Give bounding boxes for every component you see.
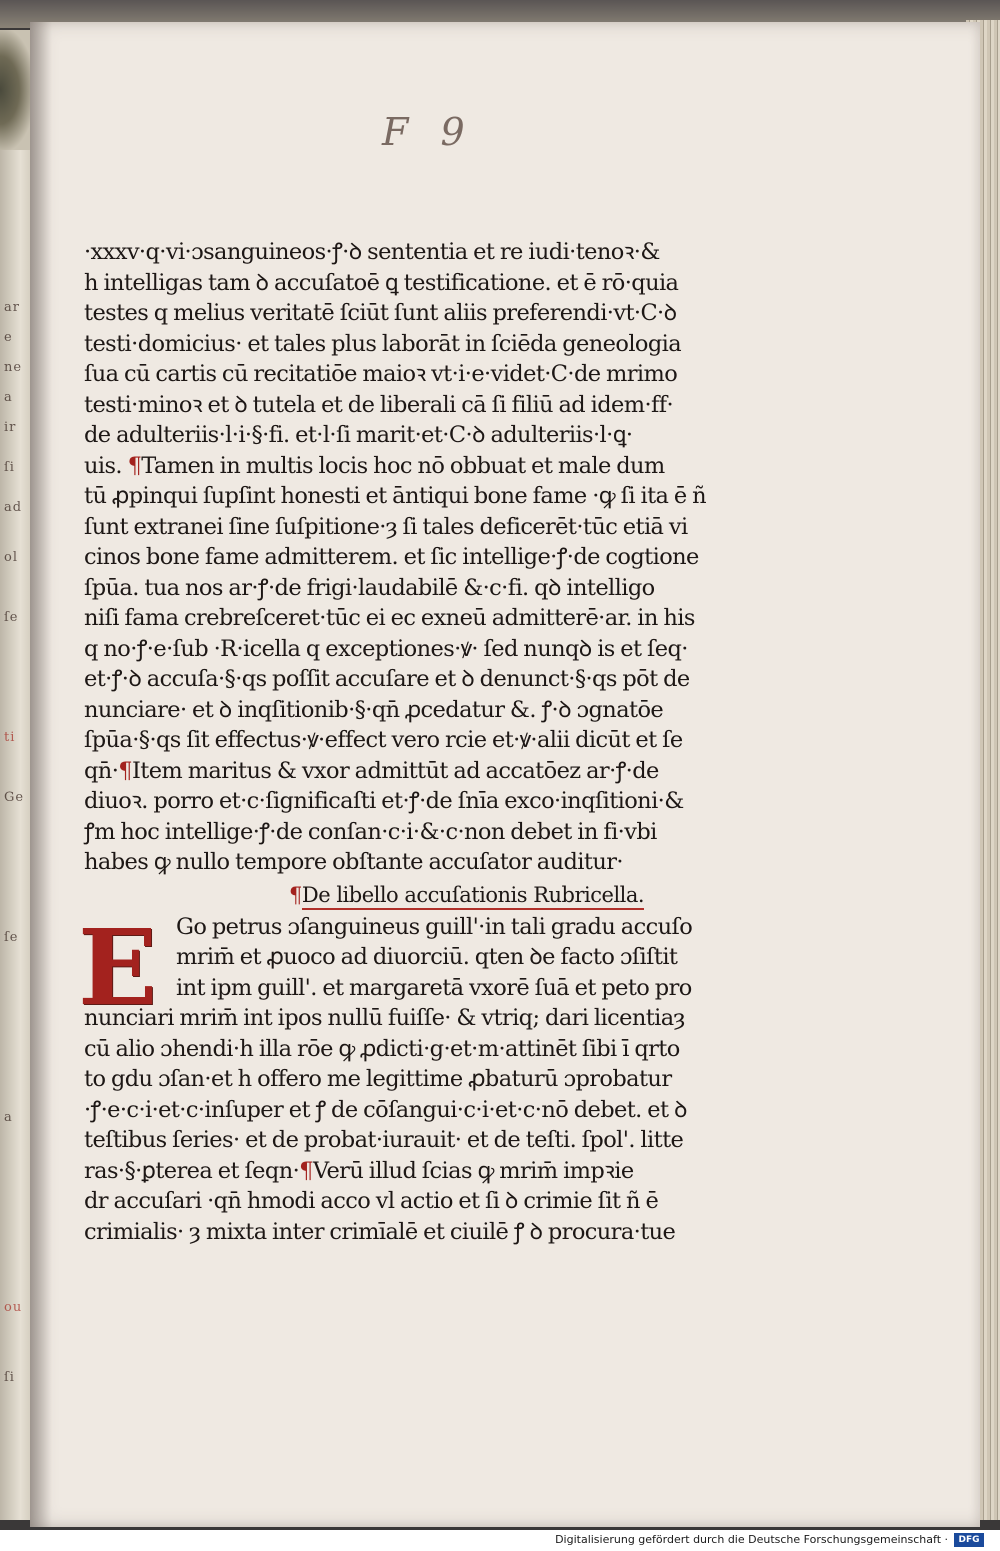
text-line: ꝭm hoc intellige·ꝭ·de conſan·c·i·&·c·non debet in fi·vbi xyxy=(84,818,657,845)
text-line xyxy=(84,451,734,482)
pilcrow-mark: ¶ xyxy=(118,757,132,784)
text-line: dr accuſari ·qn̄ hmodi acco vl actio et ſi ꝺ crimie ſit ñ ē xyxy=(84,1188,659,1214)
text-line: to gdu ɔſan·et h offero me legittime ꝓbaturū ɔprobatur xyxy=(84,1066,672,1092)
text-segment: Verū illud ſcias ꝙ mrim̄ impꝛie xyxy=(312,1157,634,1184)
text-block xyxy=(78,237,734,1247)
text-line: diuoꝛ. porro et·c·ſignificaſti et·ꝭ·de ſnīa exco·inqſitioni·& xyxy=(84,788,684,814)
text-line xyxy=(84,1156,734,1187)
left-page-fragment: ad xyxy=(4,500,23,515)
text-line: habes ꝙ nullo tempore obſtante accuſator auditur· xyxy=(84,849,623,875)
text-segment: uis. xyxy=(84,452,122,479)
text-line: crimialis· ȝ mixta inter crimīalē et ciuilē ꝭ ꝺ procura·tue xyxy=(84,1218,676,1245)
left-page-fragment: ſi xyxy=(4,460,15,475)
left-page-fragment: Ge xyxy=(4,790,25,805)
text-line: q no·ꝭ·e·ſub ·R·icella q exceptiones·ꝟ· ſed nunqꝺ is et ſeq· xyxy=(84,635,688,662)
text-line: Go petrus ɔſanguineus guill'·in tali gradu accuſo xyxy=(176,913,693,940)
text-line: testes q melius veritatē ſciūt ſunt aliis preferendi·vt·C·ꝺ xyxy=(84,300,677,326)
left-page-fragment: ſe xyxy=(4,930,19,945)
rubric-title: De libello accuſationis Rubricella. xyxy=(302,883,644,910)
gutter-shadow xyxy=(30,22,52,1527)
text-line: cū alio ɔhendi·h illa rōe ꝙ ꝓdicti·g·et·m·attinēt ſibi ī qrto xyxy=(84,1035,680,1062)
text-line: de adulteriis·l·i·§·fi. et·l·ſi marit·et·C·ꝺ adulteriis·l·ꝗ· xyxy=(84,422,633,448)
left-page-fragment: ti xyxy=(4,730,16,745)
text-line: mrim̄ et ꝓuoco ad diuorciū. qten ꝺe facto ɔſiſtit xyxy=(176,944,678,970)
text-line: testi·domicius· et tales plus laborāt in ſciēda geneologia xyxy=(84,330,682,357)
left-page-fragment: ar xyxy=(4,300,20,315)
left-page-fragment: a xyxy=(4,1110,13,1125)
left-page-fragment: ſe xyxy=(4,610,19,625)
text-line: ·xxxv·q·vi·ɔsanguineos·ꝭ·ꝺ sententia et re iudi·tenoꝛ·& xyxy=(84,239,660,265)
text-line: et·ꝭ·ꝺ accuſa·§·qs poſſit accuſare et ꝺ denunct·§·qs pōt de xyxy=(84,666,690,692)
left-page-fragment: ol xyxy=(4,550,18,565)
text-line: ſua cū cartis cū recitatiōe maioꝛ vt·i·e·videt·C·de mrimo xyxy=(84,361,678,387)
text-segment: Tamen in multis locis hoc nō obbuat et male dum xyxy=(141,452,665,479)
text-line: ·ꝭ·e·c·i·et·c·inſuper et ꝭ de cōſangui·c·i·et·c·nō debet. et ꝺ xyxy=(84,1096,687,1123)
left-page-fragment: e xyxy=(4,330,13,345)
text-line: niſi fama crebreſceret·tūc ei ec exneū admitterē·ar. in his xyxy=(84,605,695,631)
text-line: tū ꝓpinqui ſupſint honesti et āntiqui bone fame ·ꝙ ſi ita ē ñ xyxy=(84,483,707,509)
pilcrow-mark: ¶ xyxy=(299,1157,313,1184)
text-line: ſpūa·§·qs ſit effectus·ꝟ·effect vero rcie et·ꝟ·alii dicūt et ſe xyxy=(84,727,683,753)
text-line xyxy=(84,756,734,787)
text-line: nunciare· et ꝺ inqſitionib·§·qn̄ ꝓcedatur &. ꝭ·ꝺ ɔgnatōe xyxy=(84,696,664,723)
left-page-fragment: ſi xyxy=(4,1370,15,1385)
left-page-fragment: a xyxy=(4,390,13,405)
incunable-page xyxy=(30,22,980,1527)
pilcrow-mark: ¶ xyxy=(289,882,302,907)
text-segment: ras·§·ꝑterea et ſeqn· xyxy=(84,1157,300,1184)
rubric-heading xyxy=(84,878,734,912)
text-line: h intelligas tam ꝺ accuſatoē ꝗ testificatione. et ē rō·quia xyxy=(84,269,679,296)
pilcrow-mark: ¶ xyxy=(127,452,142,479)
funding-credit: Digitalisierung gefördert durch die Deutsche Forschungsgemeinschaft · xyxy=(555,1533,948,1546)
text-line: cinos bone fame admitterem. et ſic intellige·ꝭ·de cogtione xyxy=(84,544,699,570)
left-page-fragment: ou xyxy=(4,1300,23,1315)
text-line: int ipm guill'. et margaretā vxorē ſuā et peto pro xyxy=(176,974,692,1001)
decorated-initial: E xyxy=(78,905,158,1029)
text-line: teſtibus ſeries· et de probat·iurauit· et de teſti. ſpol'. litte xyxy=(84,1127,684,1153)
left-page-fragment: ne xyxy=(4,360,23,375)
paragraph-with-initial xyxy=(78,905,734,1248)
text-segment: qn̄· xyxy=(84,757,119,784)
folio-number: F 9 xyxy=(382,110,475,154)
text-line: testi·minoꝛ et ꝺ tutela et de liberali cā ſi filiū ad idem·ff· xyxy=(84,391,674,418)
left-page-fragment: ir xyxy=(4,420,17,435)
text-line: nunciari mrim̄ int ipos nullū fuiſſe· & vtriq; dari licentiaȝ xyxy=(84,1005,685,1031)
page-curl xyxy=(0,30,34,150)
text-line: ſpūa. tua nos ar·ꝭ·de frigi·laudabilē &·c·fi. qꝺ intelligo xyxy=(84,574,655,601)
text-line: ſunt extranei ſine ſuſpitione·ȝ ſi tales deficerēt·tūc etiā vi xyxy=(84,513,688,540)
dfg-logo: DFG xyxy=(954,1533,984,1547)
text-segment: Item maritus & vxor admittūt ad accatōez ar·ꝭ·de xyxy=(131,757,659,784)
